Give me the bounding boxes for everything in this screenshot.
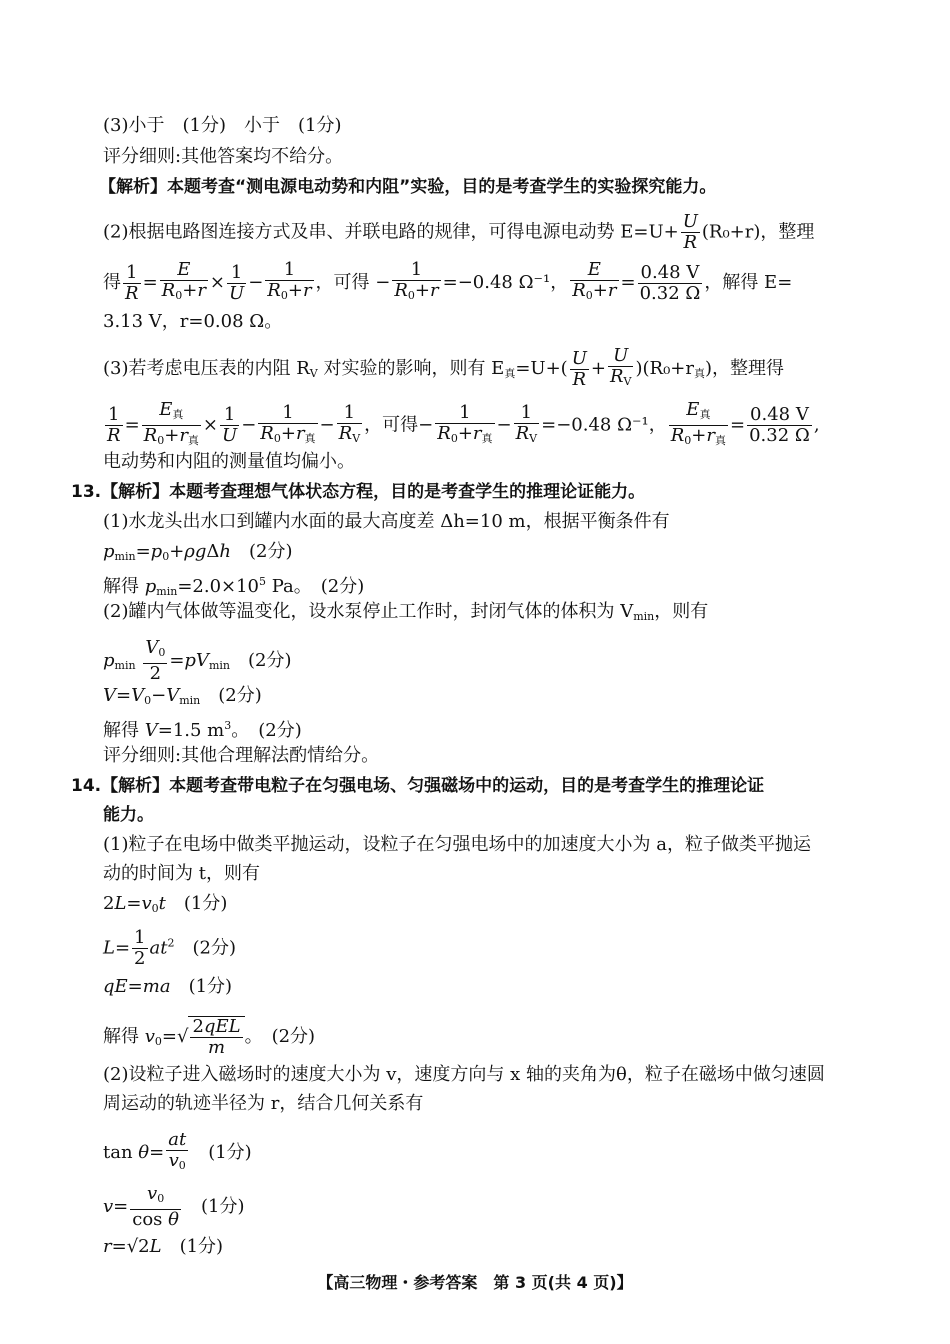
formula-line: 得 $\frac{1}{R}$ = $\frac{E}{R_0+r}$ × $\frac{1}{U}$ − $\frac{1}{R_0+r}$ ，可得 − $\frac{1}{R_0+r}$ =−0.48 Ω⁻¹， $\frac{E}{R_0+r}$ = $\frac{0.48 V}{0.32 \Omega}$ ，解得 E= [103, 259, 793, 304]
result-line: 3.13 V，r=0.08 Ω。 [103, 311, 283, 332]
formula-line: (2)根据电路图连接方式及串、并联电路的规律，可得电源电动势 E=U+ $\frac{U}{R}$ (R₀+r)，整理 [103, 211, 815, 253]
question-14-heading-cont: 能力。 [103, 805, 154, 825]
text-line: 周运动的轨迹半径为 r，结合几何关系有 [103, 1093, 424, 1114]
equation-line: qE=ma (1分) [103, 976, 233, 997]
equation-line: tan θ= $\frac{at}{v_0}$ (1分) [103, 1129, 252, 1172]
equation-line: 解得 $p_{min}=2.0\times 10^5$ Pa。 (2分) [103, 575, 365, 598]
text-line: (2)设粒子进入磁场时的速度大小为 v，速度方向与 x 轴的夹角为θ，粒子在磁场中做匀速圆 [103, 1064, 825, 1085]
scoring-note: 评分细则:其他答案均不给分。 [103, 146, 344, 167]
question-13-heading: 13.【解析】本题考查理想气体状态方程，目的是考查学生的推理论证能力。 [71, 482, 646, 502]
equation-line: L= $\frac{1}{2}$ $at^2$ (2分) [103, 927, 236, 969]
page-footer: 【高三物理・参考答案 第 3 页(共 4 页)】 [317, 1273, 633, 1292]
formula-line: $\frac{1}{R}$ = $\frac{E_真}{R_0+r_真}$ × $\frac{1}{U}$ − $\frac{1}{R_0+r_真}$ − $\frac{1}{R_V}$ ，可得− $\frac{1}{R_0+r_真}$ − $\frac{1}{R_V}$ =−0.48 Ω⁻¹， $\frac{E_真}{R_0+r_真}$ = $\frac{0.48 V}{0.32 \Omega}$ , [107, 399, 820, 447]
question-14-heading: 14.【解析】本题考查带电粒子在匀强电场、匀强磁场中的运动，目的是考查学生的推理论证 [71, 776, 765, 796]
equation-line: $V=V_0-V_{min}$ (2分) [103, 685, 262, 707]
text-line: 动的时间为 t，则有 [103, 863, 260, 884]
formula-line: (3)若考虑电压表的内阻 $R_V$ 对实验的影响，则有 $E_真=U+$( $\frac{U}{R}$ + $\frac{U}{R_V}$ )$(R_0+r_真)$，整理得 [103, 345, 784, 390]
text-line: (1)水龙头出水口到罐内水面的最大高度差 Δh=10 m，根据平衡条件有 [103, 511, 670, 532]
equation-line: $p_{min}$ $\frac{V_0}{2}$ $=pV_{min}$ (2分) [103, 637, 292, 684]
answer-line: (3)小于 (1分) 小于 (1分) [103, 115, 342, 136]
equation-line: r=√2L (1分) [103, 1236, 224, 1257]
text-line: (1)粒子在电场中做类平抛运动，设粒子在匀强电场中的加速度大小为 a，粒子做类平抛运 [103, 834, 811, 855]
text-line: (2)罐内气体做等温变化，设水泵停止工作时，封闭气体的体积为 $V_{min}$，则有 [103, 601, 709, 623]
equation-line: 解得 $v_0=√$ $\frac{\text{2qEL}}{m}$ 。 (2分) [103, 1016, 316, 1058]
conclusion-line: 电动势和内阻的测量值均偏小。 [103, 451, 355, 472]
equation-line: v= $\frac{v_0}{\text{cos θ}}$ (1分) [103, 1183, 245, 1230]
analysis-heading: 【解析】本题考查“测电源电动势和内阻”实验，目的是考查学生的实验探究能力。 [99, 177, 717, 197]
equation-line: 解得 V=1.5 $m^3$。 (2分) [103, 719, 302, 741]
equation-line: $2L=v_0t$ (1分) [103, 893, 228, 915]
equation-line: $p_{min}=p_0+\rho g\Delta h$ (2分) [103, 541, 293, 563]
scoring-note: 评分细则:其他合理解法酌情给分。 [103, 745, 380, 766]
